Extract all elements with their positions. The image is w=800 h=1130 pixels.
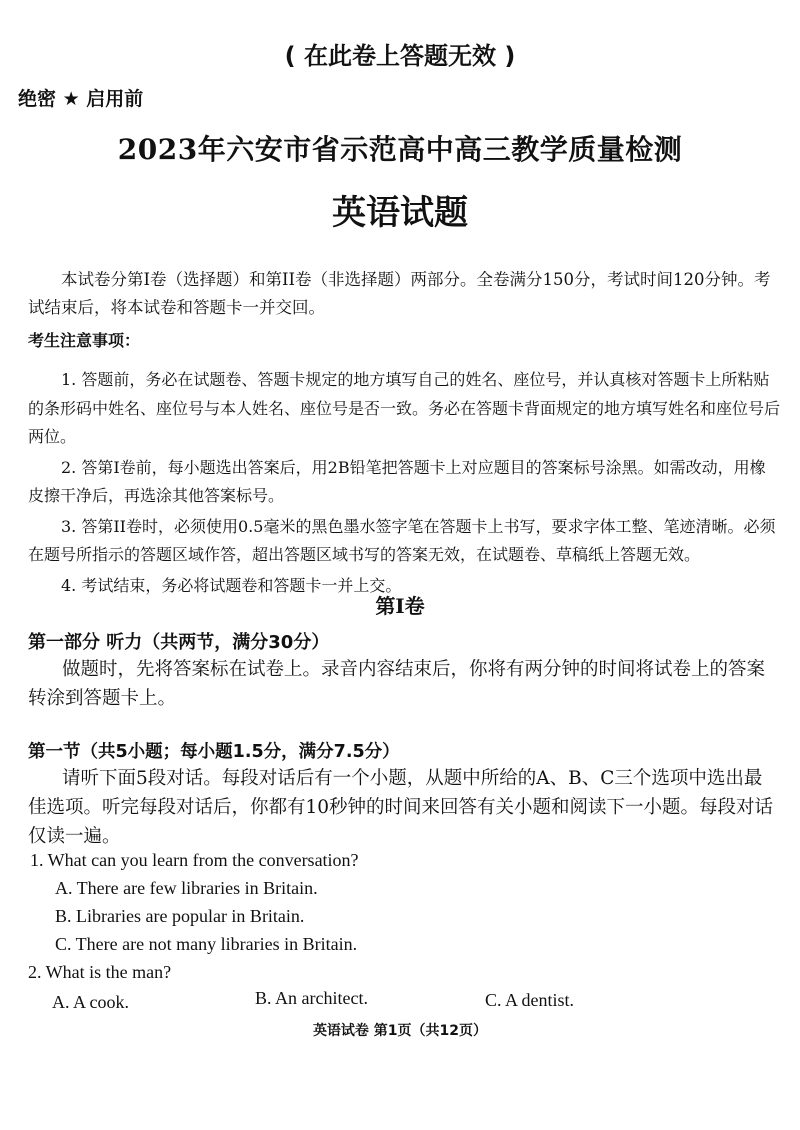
notes-heading: 考生注意事项： (28, 331, 141, 350)
secret-label: 绝密 ★ 启用前 (18, 88, 144, 110)
question-option: C. A dentist. (485, 990, 575, 1010)
question-option: C. There are not many libraries in Britain. (55, 934, 358, 954)
question-option: B. An architect. (255, 988, 368, 1008)
part-title: 第一部分 听力（共两节，满分30分） (28, 632, 330, 653)
note-item: 4. 考试结束，务必将试题卷和答题卡一并上交。 (61, 575, 402, 595)
page-footer: 英语试卷 第1页（共12页） (312, 1023, 488, 1039)
part-description: 做题时，先将答案标在试卷上。录音内容结束后，你将有两分钟的时间将试卷上的答案转涂到答题卡上。 (28, 659, 766, 709)
note-item: 3. 答第II卷时，必须使用0.5毫米的黑色墨水签字笔在答题卡上书写，要求字体工整、笔迹清晰。必须在题号所指示的答题区域作答，超出答题区域书写的答案无效，在试题卷、草稿纸上答题无效。 (28, 516, 776, 564)
notes-list (28, 366, 780, 602)
invalid-notice: ( 在此卷上答题无效 ) (284, 42, 516, 70)
note-item: 2. 答第I卷前，每小题选出答案后，用2B铅笔把答题卡上对应题目的答案标号涂黑。如需改动，用橡皮擦干净后，再选涂其他答案标号。 (28, 457, 766, 505)
subject-title: 英语试题 (332, 193, 468, 233)
section-title: 第一节（共5小题；每小题1.5分，满分7.5分） (28, 742, 400, 762)
question-option: A. There are few libraries in Britain. (55, 878, 318, 898)
question-stem: 2. What is the man? (28, 962, 172, 982)
question-stem: 1. What can you learn from the conversation? (30, 850, 359, 870)
note-item: 1. 答题前，务必在试题卷、答题卡规定的地方填写自己的姓名、座位号，并认真核对答题卡上所粘贴的条形码中姓名、座位号与本人姓名、座位号是否一致。务必在答题卡背面规定的地方填写姓名和座位号后两位。 (28, 370, 781, 446)
question-option: A. A cook. (52, 992, 130, 1012)
question-option: B. Libraries are popular in Britain. (55, 906, 305, 926)
volume-title: 第I卷 (375, 594, 425, 618)
exam-title: 2023年六安市省示范高中高三教学质量检测 (117, 133, 683, 166)
section-description: 请听下面5段对话。每段对话后有一个小题，从题中所给的A、B、C三个选项中选出最佳选项。听完每段对话后，你都有10秒钟的时间来回答有关小题和阅读下一小题。每段对话仅读一遍。 (28, 768, 774, 847)
intro-paragraph: 本试卷分第I卷（选择题）和第II卷（非选择题）两部分。全卷满分150分，考试时间120分钟。考试结束后，将本试卷和答题卡一并交回。 (28, 270, 771, 317)
